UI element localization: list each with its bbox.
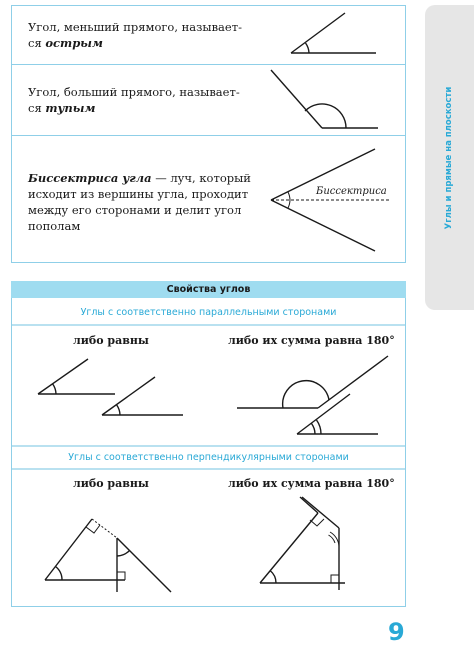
perpendicular-sum-label: либо их сумма равна 180° [228, 477, 395, 490]
definition-bisector-term: Биссектриса угла [28, 171, 152, 185]
definition-obtuse-prefix: ся [28, 101, 46, 115]
page-number: 9 [388, 618, 405, 646]
parallel-sides-heading: Углы с соответственно параллельными сторонами [80, 307, 337, 318]
parallel-sum-label: либо их сумма равна 180° [228, 334, 395, 347]
perpendicular-sum-figure [260, 497, 345, 590]
parallel-equal-figure [38, 359, 183, 415]
definition-acute-prefix: ся [28, 36, 46, 50]
obtuse-angle-figure [271, 70, 378, 128]
definition-obtuse-term: тупым [45, 101, 96, 115]
bisector-figure [271, 149, 390, 251]
definition-obtuse-line1: Угол, больший прямого, называет- [28, 85, 240, 99]
definition-bisector-line2: исходит из вершины угла, проходит [28, 187, 249, 201]
definition-bisector-line3: между его сторонами и делит угол [28, 203, 242, 217]
definition-acute-term: острым [45, 36, 103, 50]
perpendicular-equal-figure [45, 519, 171, 592]
acute-angle-figure [291, 13, 376, 53]
definition-bisector-line4: пополам [28, 219, 81, 233]
perpendicular-sides-heading: Углы с соответственно перпендикулярными сторонами [68, 452, 349, 463]
perpendicular-equal-label: либо равны [73, 477, 149, 490]
definition-acute-line1: Угол, меньший прямого, называет- [28, 20, 242, 34]
chapter-tab-label: Углы и прямые на плоскости [444, 86, 454, 230]
definition-bisector-line1: — луч, который [151, 171, 251, 185]
parallel-equal-label: либо равны [73, 334, 149, 347]
properties-title: Свойства углов [11, 281, 406, 298]
bisector-label: Биссектриса [316, 186, 387, 197]
parallel-sum-figure [237, 356, 388, 434]
